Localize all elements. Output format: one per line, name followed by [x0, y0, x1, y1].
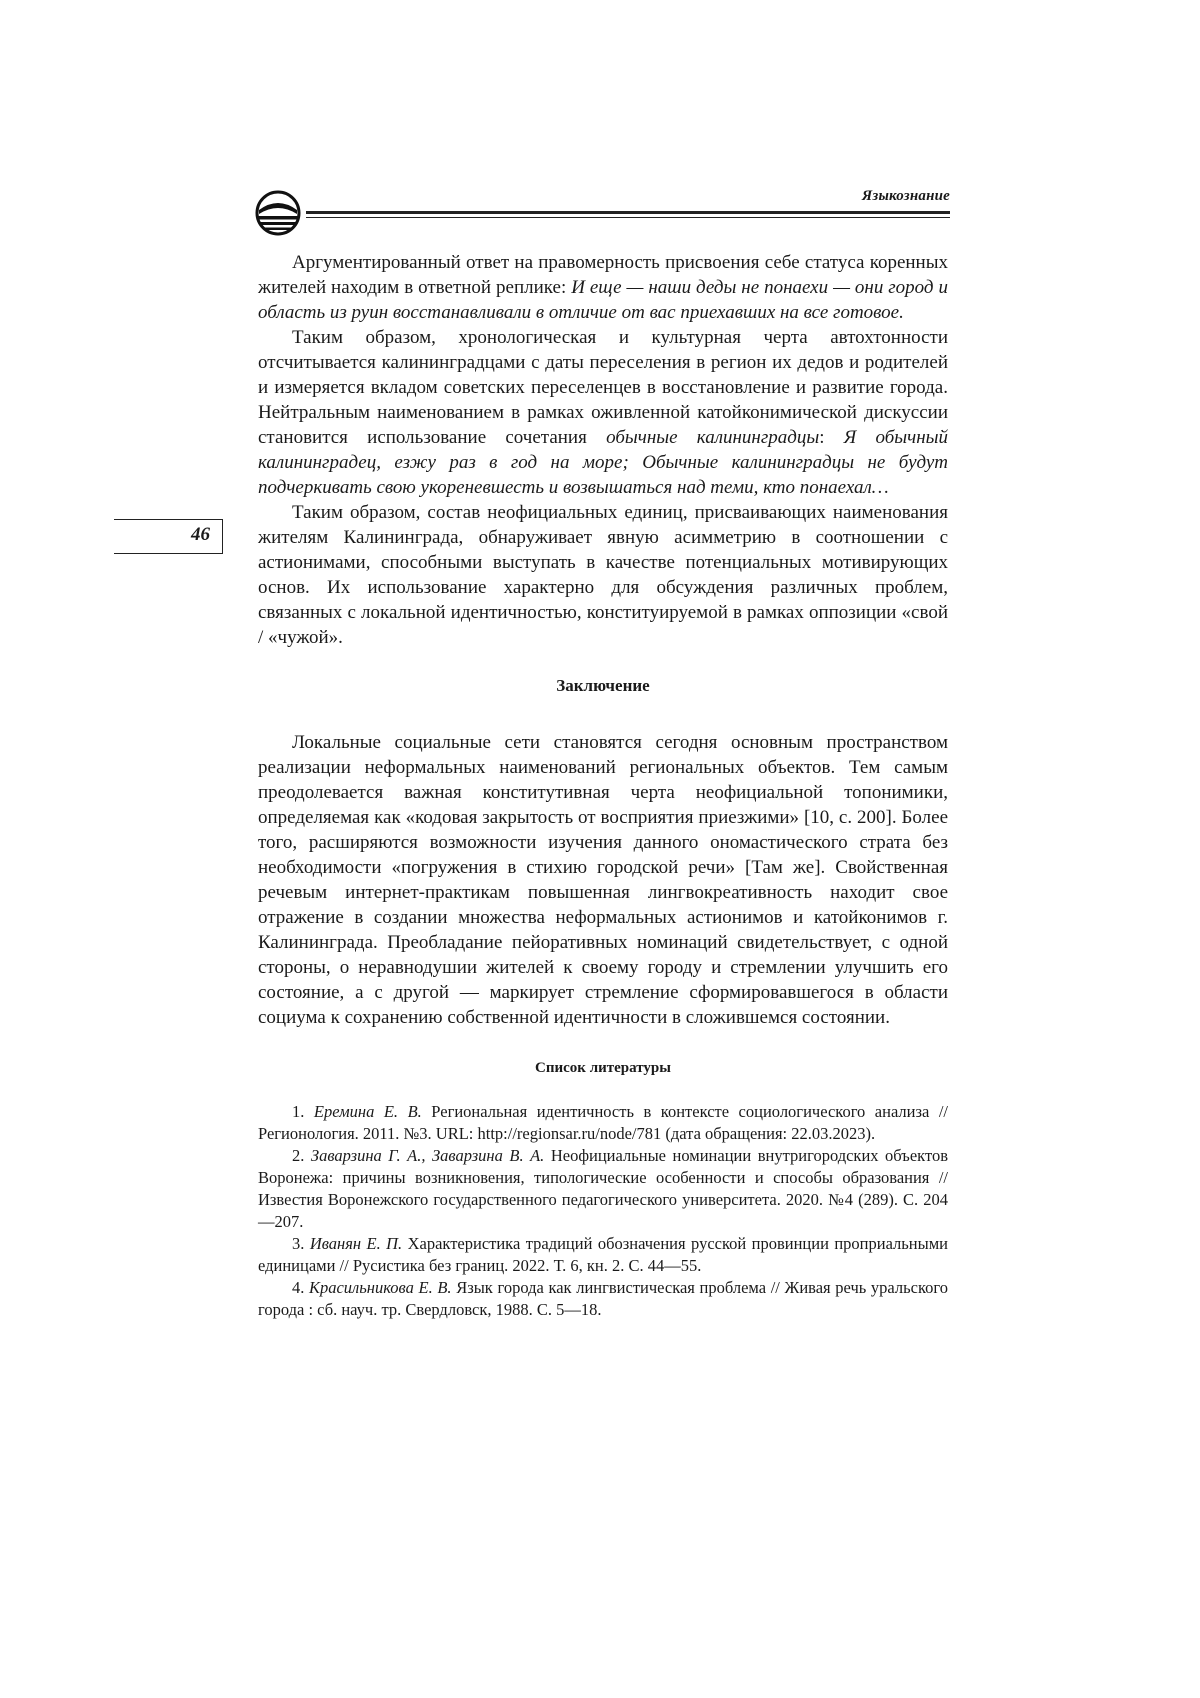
reference-text: Неофициальные номинации внутригородских объектов Воронежа: причины возникновения, типологические особенности и способы образования // Известия Воронежского государственного педагогического университета. 2020. №4 (289). С. 204—207. [258, 1146, 948, 1231]
page-number: 46 [191, 524, 210, 545]
header-rule [306, 211, 950, 218]
reference-item [258, 1101, 948, 1145]
paragraph-1-quote: И еще — наши деды не понаехи — они город и область из руин восстанавливали в отличие от вас приехавших на все готовое. [258, 277, 948, 323]
references-heading: Список литературы [535, 1060, 671, 1076]
paragraph-3: Таким образом, состав неофициальных единиц, присваивающих наименования жителям Калининграда, обнаруживает явную асимметрию в соотношении с астионимами, способными выступать в качестве потенциальных мотивирующих основ. Их использование характерно для обсуждения различных проблем, связанных с локальной идентичностью, конституируемой в рамках оппозиции «свой / «чужой». [258, 502, 948, 648]
conclusion-heading: Заключение [556, 676, 650, 695]
reference-number: 3. [292, 1234, 310, 1253]
paragraph-2-text: Таким образом, хронологическая и культурная черта автохтонности отсчитывается калининградцами с даты переселения в регион их дедов и родителей и измеряется вкладом советских переселенцев в восстановление и развитие города. Нейтральным наименованием в рамках оживленной катойконимической дискуссии становится использование сочетания [258, 327, 948, 448]
reference-author: Красильникова Е. В. [309, 1278, 452, 1297]
references-list [258, 1101, 948, 1321]
reference-number: 4. [292, 1278, 310, 1297]
reference-item [258, 1233, 948, 1277]
paragraph-1 [258, 250, 948, 325]
reference-number: 1. [292, 1102, 314, 1121]
reference-text: Региональная идентичность в контексте социологического анализа // Регионология. 2011. №3. URL: http://regionsar.ru/node/781 (дата обращения: 22.03.2023). [258, 1102, 949, 1143]
running-head: Языкознание [861, 188, 950, 204]
paragraph-2-colon: : [819, 427, 844, 448]
journal-logo-icon [255, 190, 301, 236]
reference-item [258, 1277, 948, 1321]
reference-text: Язык города как лингвистическая проблема // Живая речь уральского города : сб. науч. тр. Свердловск, 1988. С. 5—18. [258, 1278, 948, 1319]
reference-author: Еремина Е. В. [313, 1102, 422, 1121]
paragraph-2-term: обычные калининградцы [606, 427, 820, 448]
paragraph-2-quote: Я обычный калининградец, езжу раз в год на море; Обычные калининградцы не будут подчеркивать свою укореневшесть и возвышаться над теми, кто понаехал… [258, 427, 948, 498]
paragraph-4: Локальные социальные сети становятся сегодня основным пространством реализации неформальных наименований региональных объектов. Тем самым преодолевается важная конститутивная черта неофициальной топонимики, определяемая как «кодовая закрытость от восприятия приезжими» [10, с. 200]. Более того, расширяются возможности изучения данного ономастического страта без необходимости «погружения в стихию городской речи» [Там же]. Свойственная речевым интернет-практикам повышенная лингвокреативность находит свое отражение в создании множества неформальных астионимов и катойконимов г. Калининграда. Преобладание пейоративных номинаций свидетельствует, с одной стороны, о неравнодушии жителей к своему городу и стремлении улучшить его состояние, а с другой — маркирует стремление сформировавшегося в области социума к сохранению собственной идентичности в сложившемся состоянии. [258, 732, 948, 1028]
text-column [258, 250, 948, 1321]
reference-author: Заварзина Г. А., Заварзина В. А. [310, 1146, 545, 1165]
reference-author: Иванян Е. П. [309, 1234, 403, 1253]
reference-item [258, 1145, 948, 1233]
page-number-box [114, 519, 223, 554]
paragraph-2 [258, 325, 948, 500]
reference-text: Характеристика традиций обозначения русской провинции проприальными единицами // Русистика без границ. 2022. Т. 6, кн. 2. С. 44—55. [258, 1234, 948, 1275]
paragraph-1-text: Аргументированный ответ на правомерность присвоения себе статуса коренных жителей находим в ответной реплике: [258, 252, 948, 298]
reference-number: 2. [292, 1146, 311, 1165]
